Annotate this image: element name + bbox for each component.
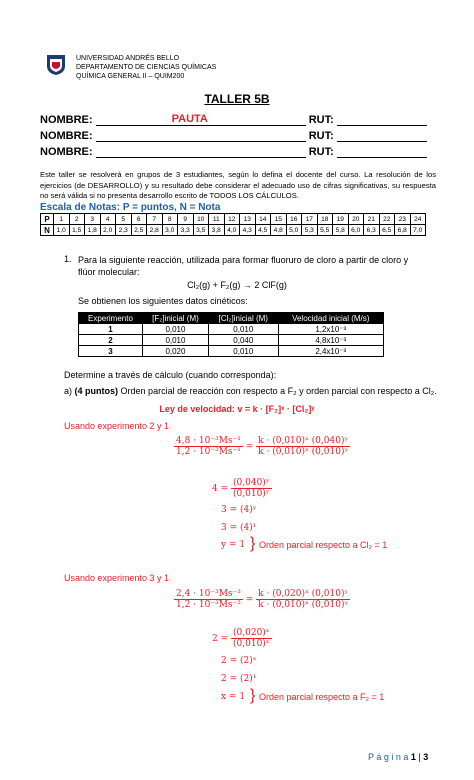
grade-cell: 3,3 (178, 225, 194, 236)
points-row (41, 214, 426, 225)
grade-cell: 1,0 (54, 225, 70, 236)
step-1 (212, 478, 272, 499)
name-field-1[interactable] (96, 114, 306, 126)
fraction-numerator: 4,8 · 10⁻³Ms⁻¹ (176, 436, 241, 446)
points-cell: 2 (69, 214, 85, 225)
ratio-equation-2: $\frac{\text{2,4 · 10⁻³Ms⁻³}}{\text{1,2 · 10⁻³Ms⁻³}}$ = $\frac{\text{k · (0,020)ˣ (0,010)ʸ}}{\text{k · (0,010)ˣ (0,010)ʸ}}$ (176, 589, 349, 610)
cell: 0,010 (142, 324, 208, 335)
rate-law: Ley de velocidad: v = k · [F₂]ˣ · [Cl₂]ʸ (159, 404, 315, 414)
instructions-paragraph: Este taller se resolverá en grupos de 3 estudiantes, según lo defina el docente del curso. La resolución de los ejercicios (de DESARROLLO) y su resultado debe considerar el adecuado uso de cifras significativas, su respuesta no será válida si no presenta desarrollo escrito de TODOS LOS CÁLCULOS. (40, 170, 436, 200)
points-cell: 6 (131, 214, 147, 225)
points-cell: 16 (286, 214, 302, 225)
cell: 0,040 (209, 335, 279, 346)
fraction-numerator: k · (0,020)ˣ (0,010)ʸ (258, 589, 349, 599)
fraction-denominator: k · (0,010)ˣ (0,010)ʸ (258, 447, 349, 457)
grade-cell: 1,8 (85, 225, 101, 236)
col-header: [Cl₂]inicial (M) (209, 313, 279, 324)
university-logo (46, 54, 66, 76)
points-cell: 15 (271, 214, 287, 225)
fraction-denominator: (0,010)ˣ (233, 639, 270, 649)
grade-cell: 2,0 (100, 225, 116, 236)
points-cell: 19 (333, 214, 349, 225)
fraction-denominator: 1,2 · 10⁻³Ms⁻³ (176, 600, 241, 610)
part-a-text: Orden parcial de reacción con respecto a F₂ y orden parcial con respecto a Cl₂. (120, 386, 437, 396)
name-label: NOMBRE: (40, 130, 93, 142)
table-row (79, 335, 384, 346)
header-university: UNIVERSIDAD ANDRÉS BELLO (76, 55, 180, 62)
fraction-numerator: 2,4 · 10⁻³Ms⁻³ (176, 589, 241, 599)
page-title: TALLER 5B (204, 92, 270, 106)
page-separator: | (418, 752, 421, 762)
cell: 0,010 (209, 346, 279, 357)
cell: 1 (79, 324, 143, 335)
rut-field-2[interactable] (337, 130, 427, 142)
exp-3-1-heading: Usando experimento 3 y 1 (64, 573, 170, 583)
fraction-denominator: (0,010)ʸ (233, 489, 270, 499)
points-cell: 4 (100, 214, 116, 225)
points-cell: 20 (348, 214, 364, 225)
question-1-text: Para la siguiente reacción, utilizada para formar fluoruro de cloro a partir de cloro y flúor molecular: (78, 255, 409, 277)
points-cell: 3 (85, 214, 101, 225)
step-5 (212, 628, 272, 649)
name-value: PAUTA (171, 113, 208, 125)
grade-cell: 3,0 (162, 225, 178, 236)
grade-cell: 4,3 (240, 225, 256, 236)
grade-cell: 2,8 (147, 225, 163, 236)
cell: 0,010 (142, 335, 208, 346)
col-header: [F₂]inicial (M) (142, 313, 208, 324)
step-1-left: 4 = (212, 484, 229, 494)
table-row (79, 324, 384, 335)
grades-row (41, 225, 426, 236)
table-header-row (79, 313, 384, 324)
points-cell: 8 (162, 214, 178, 225)
grade-cell: 4,8 (271, 225, 287, 236)
grade-cell: 6,8 (395, 225, 411, 236)
ratio-equation-1: $\frac{\text{4,8 · 10⁻³Ms⁻¹}}{\text{1,2 · 10⁻³Ms⁻¹}}$ = $\frac{\text{k · (0,010)ˣ (0,040)ʸ}}{\text{k · (0,010)ˣ (0,010)ʸ}}$ (176, 436, 349, 457)
points-cell: 18 (317, 214, 333, 225)
rut-label: RUT: (308, 146, 334, 158)
rut-field-3[interactable] (337, 146, 427, 158)
points-cell: 5 (116, 214, 132, 225)
cell: 3 (79, 346, 143, 357)
page-total: 3 (423, 752, 429, 762)
points-cell: 12 (224, 214, 240, 225)
name-field-3[interactable] (96, 146, 306, 158)
part-a (64, 386, 444, 396)
brace-icon: } (250, 687, 256, 704)
grade-cell: 6,5 (379, 225, 395, 236)
grade-cell: 2,3 (116, 225, 132, 236)
question-1-number: 1. (64, 254, 72, 264)
points-cell: 24 (410, 214, 426, 225)
grade-cell: 5,0 (286, 225, 302, 236)
step-5-left: 2 = (212, 634, 229, 644)
grade-scale-title: Escala de Notas: P = puntos, N = Nota (40, 202, 221, 213)
points-cell: 10 (193, 214, 209, 225)
grade-cell: 5,5 (317, 225, 333, 236)
rut-field-1[interactable] (337, 114, 427, 126)
page-footer (368, 752, 428, 762)
data-intro: Se obtienen los siguientes datos cinéticos: (78, 296, 248, 306)
cell: 0,010 (209, 324, 279, 335)
grade-cell: 3,8 (209, 225, 225, 236)
page-number: 1 (410, 752, 416, 762)
fraction-denominator: 1,2 · 10⁻³Ms⁻¹ (176, 447, 241, 457)
points-cell: 9 (178, 214, 194, 225)
step-2: 3 = (4)ʸ (221, 505, 257, 515)
grade-cell: 7,0 (410, 225, 426, 236)
rut-label: RUT: (308, 114, 334, 126)
points-label: P (41, 214, 54, 225)
points-cell: 22 (379, 214, 395, 225)
fraction-denominator: k · (0,010)ˣ (0,010)ʸ (258, 600, 349, 610)
name-field-2[interactable] (96, 130, 306, 142)
cell: 2 (79, 335, 143, 346)
points-cell: 1 (54, 214, 70, 225)
header-department: DEPARTAMENTO DE CIENCIAS QUÍMICAS (76, 64, 217, 71)
result-f2: Orden parcial respecto a F₂ = 1 (259, 692, 385, 702)
points-cell: 13 (240, 214, 256, 225)
reaction-equation: Cl₂(g) + F₂(g) → 2 ClF(g) (187, 280, 287, 290)
name-row-3 (40, 146, 430, 158)
cell: 0,020 (142, 346, 208, 357)
cell: 1,2x10⁻³ (278, 324, 383, 335)
step-8: x = 1 (221, 692, 246, 702)
fraction-numerator: (0,040)ʸ (233, 478, 270, 488)
cell: 2,4x10⁻³ (278, 346, 383, 357)
name-row-1 (40, 114, 430, 126)
step-6: 2 = (2)ˣ (221, 656, 257, 666)
grade-scale-table (40, 213, 426, 236)
grade-cell: 3,5 (193, 225, 209, 236)
cell: 4,8x10⁻³ (278, 335, 383, 346)
points-cell: 7 (147, 214, 163, 225)
grade-cell: 2,5 (131, 225, 147, 236)
name-label: NOMBRE: (40, 146, 93, 158)
points-cell: 14 (255, 214, 271, 225)
grade-cell: 1,5 (69, 225, 85, 236)
brace-icon: } (250, 535, 256, 552)
grades-label: N (41, 225, 54, 236)
table-row (79, 346, 384, 357)
step-3: 3 = (4)¹ (221, 523, 257, 533)
col-header: Velocidad inicial (M/s) (278, 313, 383, 324)
fraction-numerator: k · (0,010)ˣ (0,040)ʸ (258, 436, 349, 446)
determine-text: Determine a través de cálculo (cuando corresponda): (64, 370, 277, 380)
page-word: P á g i n a (368, 752, 409, 762)
points-cell: 21 (364, 214, 380, 225)
grade-cell: 5,8 (333, 225, 349, 236)
points-cell: 17 (302, 214, 318, 225)
step-7: 2 = (2)¹ (221, 674, 257, 684)
kinetics-table (78, 312, 384, 357)
part-a-label: a) (64, 386, 73, 396)
result-cl2: Orden parcial respecto a Cl₂ = 1 (259, 540, 388, 550)
step-4: y = 1 (221, 540, 246, 550)
name-label: NOMBRE: (40, 114, 93, 126)
rut-label: RUT: (308, 130, 334, 142)
grade-cell: 5,3 (302, 225, 318, 236)
part-a-points: (4 puntos) (74, 386, 119, 396)
name-row-2 (40, 130, 430, 142)
grade-cell: 6,3 (364, 225, 380, 236)
fraction-numerator: (0,020)ˣ (233, 628, 270, 638)
grade-cell: 4,5 (255, 225, 271, 236)
exp-2-1-heading: Usando experimento 2 y 1 (64, 421, 170, 431)
points-cell: 11 (209, 214, 225, 225)
grade-cell: 4,0 (224, 225, 240, 236)
header-course: QUÍMICA GENERAL II – QUIM200 (76, 73, 185, 80)
points-cell: 23 (395, 214, 411, 225)
col-header: Experimento (79, 313, 143, 324)
grade-cell: 6,0 (348, 225, 364, 236)
